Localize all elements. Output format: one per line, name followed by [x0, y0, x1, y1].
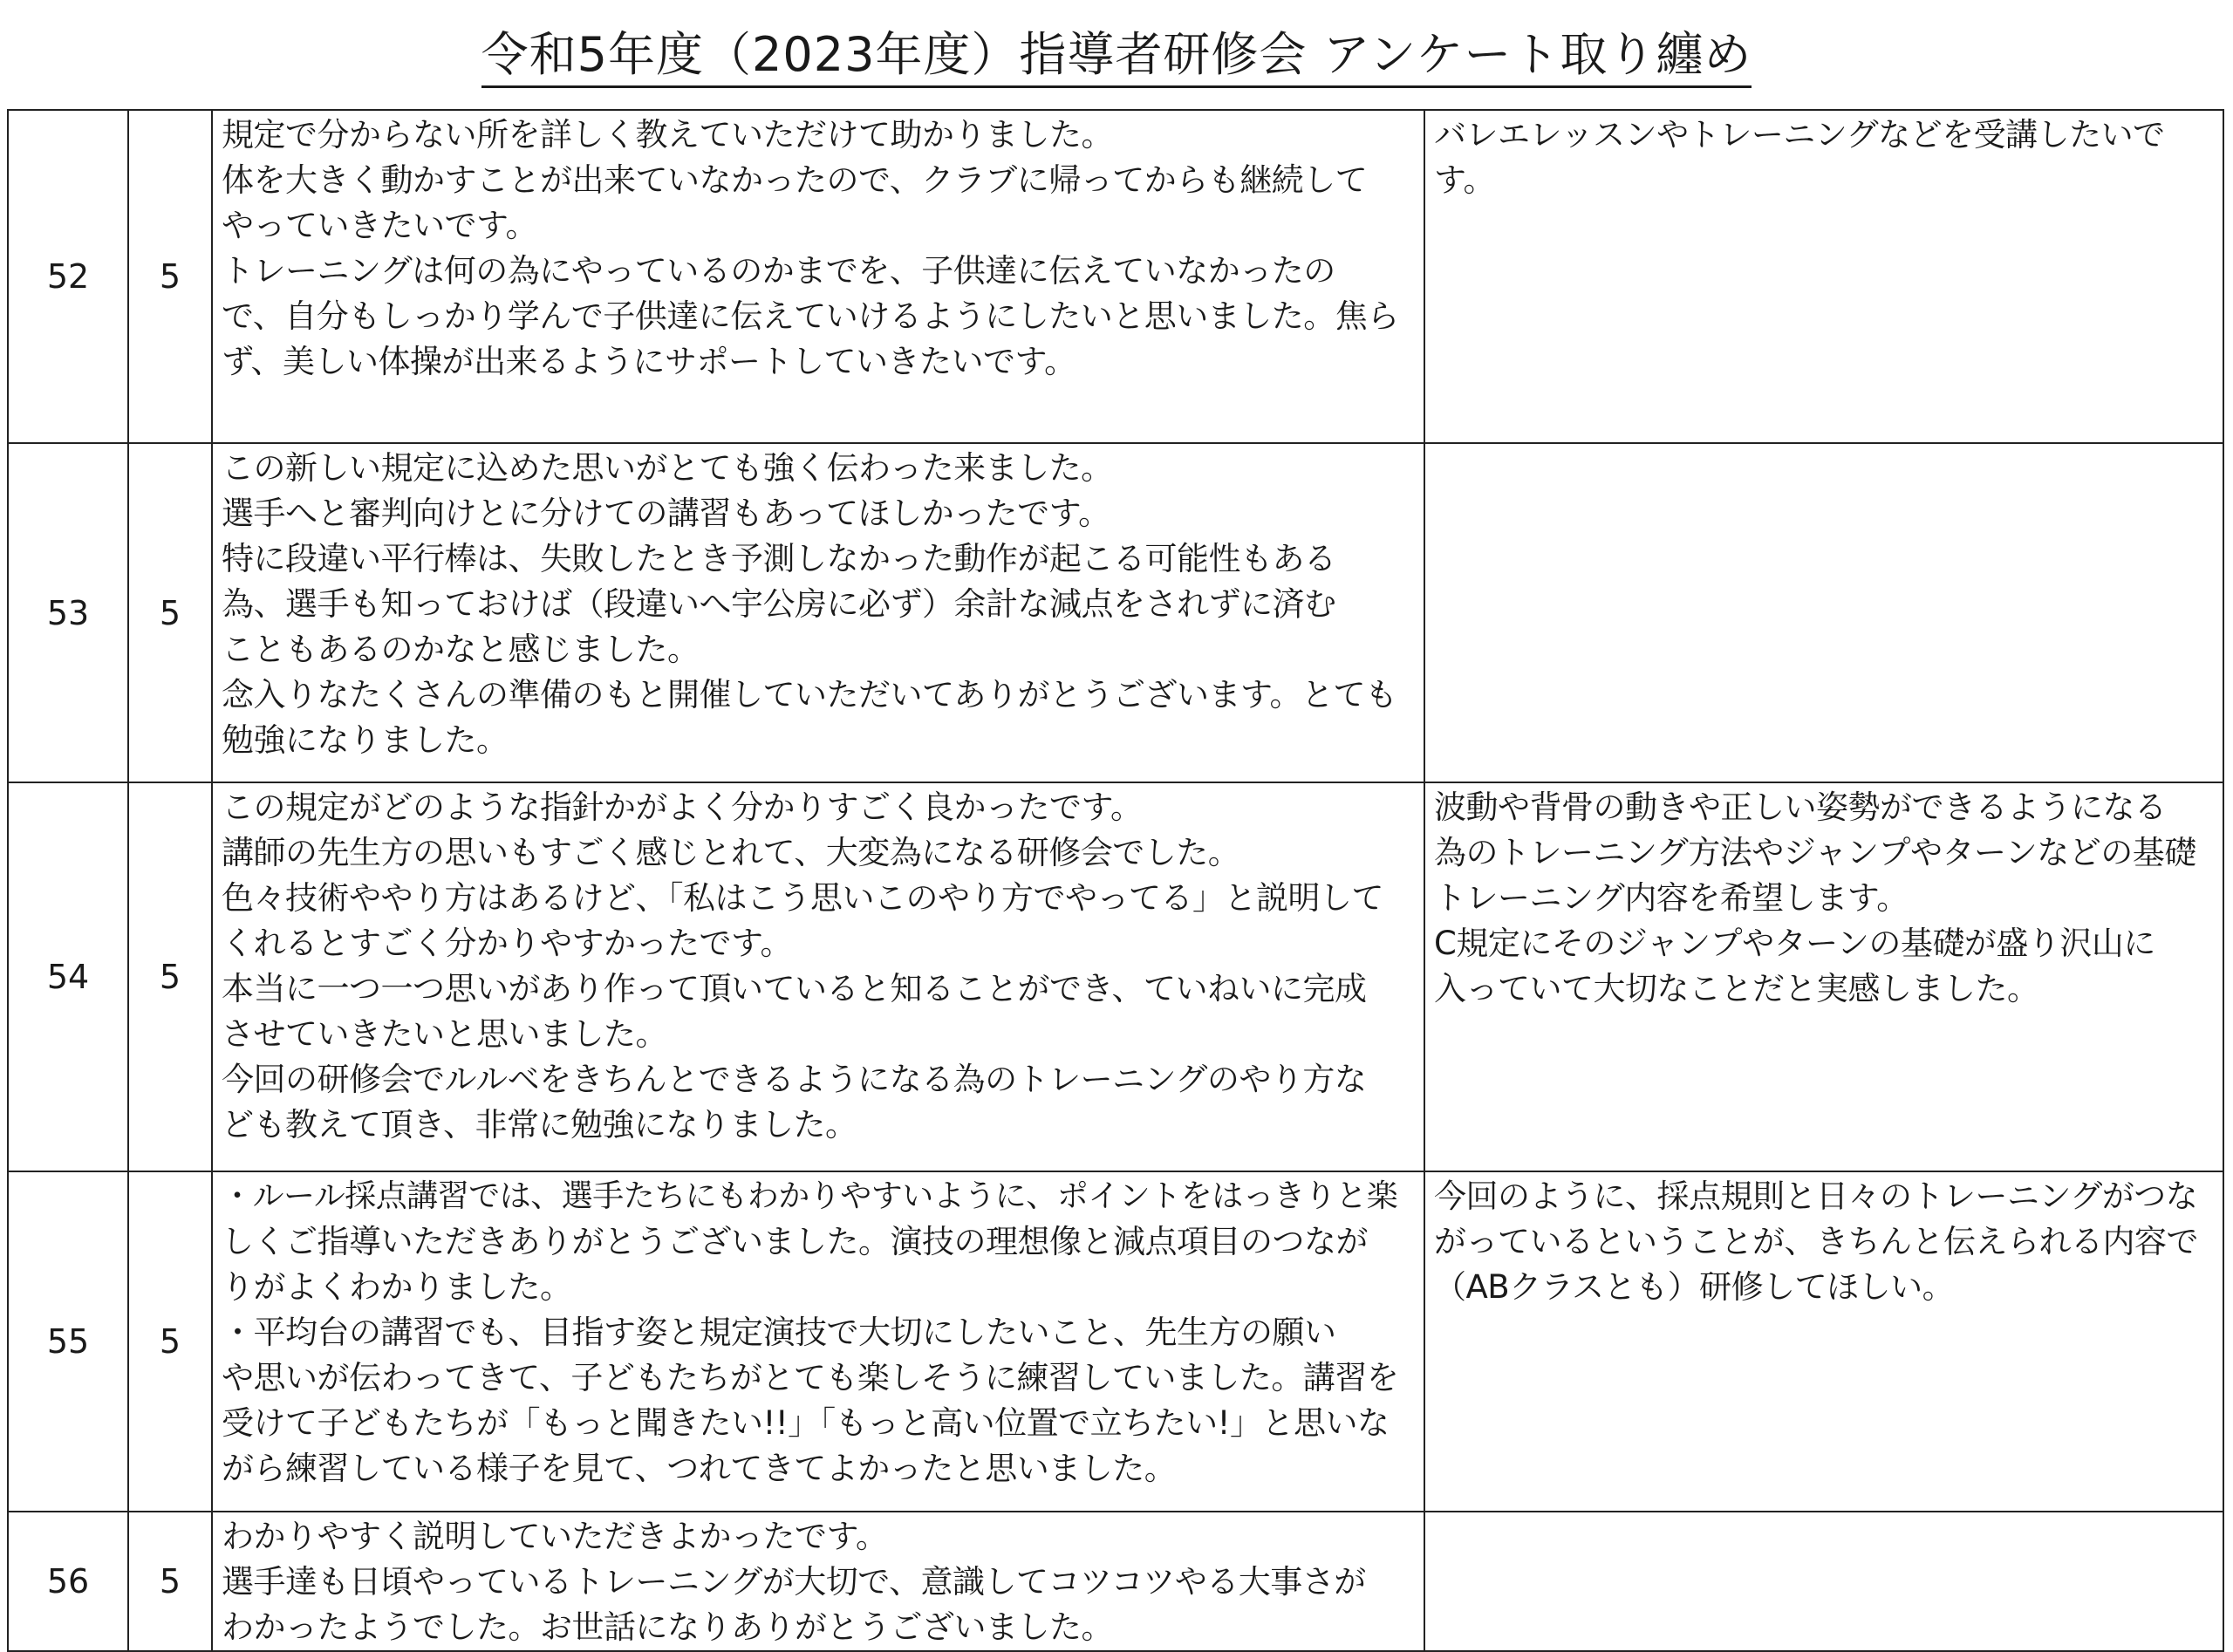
request-line: 為のトレーニング方法やジャンプやターンなどの基礎: [1434, 834, 2196, 871]
comment-line: わかったようでした。お世話になりありがとうございました。: [222, 1608, 1113, 1646]
comment-line: 受けて子どもたちが「もっと聞きたい!!」「もっと高い位置で立ちたい!」と思いな: [222, 1404, 1390, 1442]
request-cell: [1424, 782, 2223, 1171]
row-number: 56: [8, 1512, 128, 1651]
comment-cell: [212, 443, 1424, 782]
row-number: 53: [8, 443, 128, 782]
comment-line: 特に段違い平行棒は、失敗したとき予測しなかった動作が起こる可能性もある: [222, 540, 1336, 577]
comment-cell: [212, 110, 1424, 443]
rating-score: 5: [128, 1171, 212, 1512]
comment-line: やっていきたいです。: [222, 207, 538, 244]
row-number: 52: [8, 110, 128, 443]
comment-line: こともあるのかなと感じました。: [222, 631, 700, 668]
request-line: 波動や背骨の動きや正しい姿勢ができるようになる: [1434, 788, 2167, 826]
request-line: （ABクラスとも）研修してほしい。: [1434, 1268, 1955, 1306]
comment-line: ・ルール採点講習では、選手たちにもわかりやすいように、ポイントをはっきりと楽: [222, 1178, 1398, 1214]
comment-line: や思いが伝わってきて、子どもたちがとても楽しそうに練習していました。講習を: [222, 1359, 1399, 1396]
comment-line: 為、選手も知っておけば（段違いへ宇公房に必ず）余計な減点をされずに済む: [222, 585, 1336, 623]
comment-line: 今回の研修会でルルベをきちんとできるようになる為のトレーニングのやり方な: [222, 1061, 1367, 1098]
request-line: がっているということが、きちんと伝えられる内容で: [1434, 1223, 2198, 1260]
comment-line: 選手へと審判向けとに分けての講習もあってほしかったです。: [222, 495, 1110, 532]
survey-table: [7, 109, 2224, 1652]
comment-line: 選手達も日頃やっているトレーニングが大切で、意識してコツコツやる大事さが: [222, 1563, 1366, 1601]
comment-line: 勉強になりました。: [222, 721, 509, 759]
comment-line: ず、美しい体操が出来るようにサポートしていきたいです。: [222, 343, 1076, 380]
rating-score: 5: [128, 782, 212, 1171]
request-cell: [1424, 1171, 2223, 1512]
rating-score: 5: [128, 1512, 212, 1651]
comment-line: しくご指導いただきありがとうございました。演技の理想像と減点項目のつなが: [222, 1223, 1368, 1260]
comment-line: で、自分もしっかり学んで子供達に伝えていけるようにしたいと思いました。焦ら: [222, 297, 1399, 335]
comment-line: トレーニングは何の為にやっているのかまでを、子供達に伝えていなかったの: [222, 252, 1335, 290]
rating-score: 5: [128, 110, 212, 443]
request-line: 今回のように、採点規則と日々のトレーニングがつな: [1434, 1178, 2198, 1215]
request-line: 入っていて大切なことだと実感しました。: [1434, 970, 2039, 1007]
comment-cell: [212, 1171, 1424, 1512]
survey-row: [8, 1171, 2223, 1512]
comment-line: ・平均台の講習でも、目指す姿と規定演技で大切にしたいこと、先生方の願い: [222, 1314, 1336, 1351]
request-cell: [1424, 443, 2223, 782]
document-title-text: 令和5年度（2023年度）指導者研修会 アンケート取り纏め: [481, 27, 1752, 88]
comment-line: 念入りなたくさんの準備のもと開催していただいてありがとうございます。とても: [222, 676, 1397, 713]
survey-row: [8, 782, 2223, 1171]
comment-line: わかりやすく説明していただきよかったです。: [222, 1518, 888, 1555]
request-cell: [1424, 1512, 2223, 1651]
comment-line: 講師の先生方の思いもすごく感じとれて、大変為になる研修会でした。: [222, 834, 1240, 871]
comment-line: 規定で分からない所を詳しく教えていただけて助かりました。: [222, 116, 1113, 154]
survey-row: [8, 110, 2223, 443]
comment-cell: [212, 782, 1424, 1171]
survey-row: [8, 443, 2223, 782]
comment-line: くれるとすごく分かりやすかったです。: [222, 925, 793, 962]
comment-line: ども教えて頂き、非常に勉強になりました。: [222, 1106, 857, 1143]
survey-row: [8, 1512, 2223, 1651]
comment-line: この規定がどのような指針かがよく分かりすごく良かったです。: [222, 788, 1143, 826]
comment-line: がら練習している様子を見て、つれてきてよかったと思いました。: [222, 1450, 1177, 1487]
document-title: [0, 24, 2233, 85]
comment-cell: [212, 1512, 1424, 1651]
comment-line: 体を大きく動かすことが出来ていなかったので、クラブに帰ってからも継続して: [222, 161, 1368, 199]
comment-line: させていきたいと思いました。: [222, 1015, 667, 1053]
comment-line: りがよくわかりました。: [222, 1268, 572, 1306]
comment-line: この新しい規定に込めた思いがとても強く伝わった来ました。: [222, 449, 1113, 487]
comment-line: 色々技術ややり方はあるけど、「私はこう思いこのやり方でやってる」と説明して: [222, 879, 1383, 917]
request-line: バレエレッスンやトレーニングなどを受講したいで: [1434, 116, 2165, 154]
row-number: 54: [8, 782, 128, 1171]
request-line: す。: [1434, 161, 1496, 199]
request-line: C規定にそのジャンプやターンの基礎が盛り沢山に: [1434, 925, 2155, 962]
row-number: 55: [8, 1171, 128, 1512]
comment-line: 本当に一つ一つ思いがあり作って頂いていると知ることができ、ていねいに完成: [222, 970, 1367, 1007]
request-cell: [1424, 110, 2223, 443]
request-line: トレーニング内容を希望します。: [1434, 879, 1909, 917]
rating-score: 5: [128, 443, 212, 782]
